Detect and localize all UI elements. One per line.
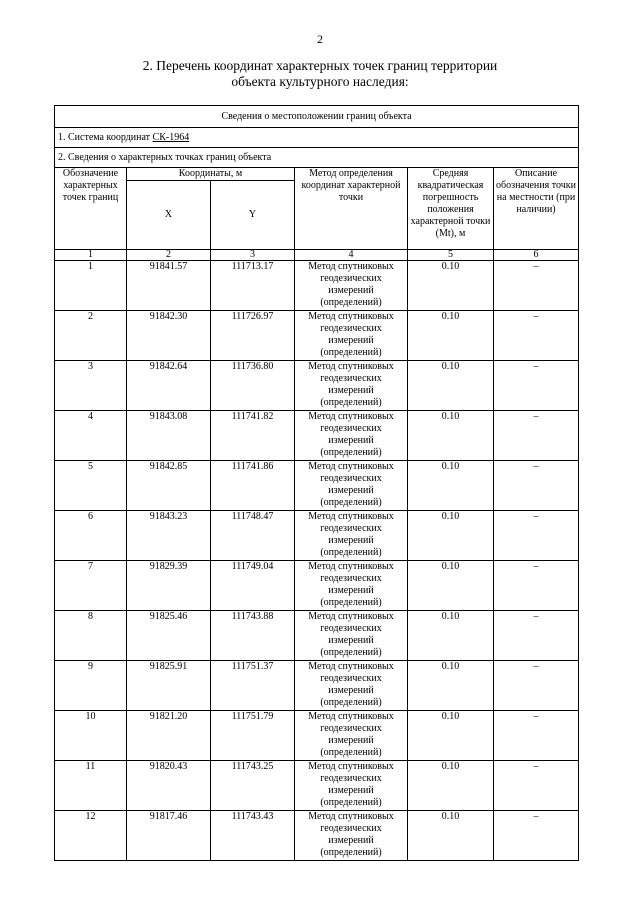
heading-line-2: объекта культурного наследия: bbox=[231, 74, 409, 89]
table-row bbox=[55, 561, 579, 611]
y-cell: 111751.79 bbox=[211, 711, 295, 761]
error-cell: 0.10 bbox=[408, 461, 494, 511]
y-cell: 111741.86 bbox=[211, 461, 295, 511]
table-title: Сведения о местоположении границ объекта bbox=[55, 106, 579, 128]
points-info: 2. Сведения о характерных точках границ объекта bbox=[55, 148, 579, 168]
description-cell: – bbox=[494, 561, 579, 611]
x-cell: 91820.43 bbox=[127, 761, 211, 811]
x-cell: 91843.08 bbox=[127, 411, 211, 461]
column-number: 5 bbox=[408, 250, 494, 261]
error-cell: 0.10 bbox=[408, 511, 494, 561]
method-cell: Метод спутниковых геодезических измерений (определений) bbox=[295, 661, 408, 711]
description-cell: – bbox=[494, 411, 579, 461]
method-cell: Метод спутниковых геодезических измерений (определений) bbox=[295, 261, 408, 311]
method-cell: Метод спутниковых геодезических измерений (определений) bbox=[295, 761, 408, 811]
table-row bbox=[55, 361, 579, 411]
table-row bbox=[55, 311, 579, 361]
coordinate-system-prefix: 1. Система координат bbox=[58, 131, 153, 143]
description-cell: – bbox=[494, 761, 579, 811]
method-cell: Метод спутниковых геодезических измерений (определений) bbox=[295, 811, 408, 861]
point-cell: 4 bbox=[55, 411, 127, 461]
table-row bbox=[55, 461, 579, 511]
y-cell: 111743.25 bbox=[211, 761, 295, 811]
table-row bbox=[55, 761, 579, 811]
x-cell: 91842.85 bbox=[127, 461, 211, 511]
point-cell: 2 bbox=[55, 311, 127, 361]
x-cell: 91829.39 bbox=[127, 561, 211, 611]
description-cell: – bbox=[494, 661, 579, 711]
y-cell: 111743.43 bbox=[211, 811, 295, 861]
method-cell: Метод спутниковых геодезических измерений (определений) bbox=[295, 611, 408, 661]
table-row bbox=[55, 611, 579, 661]
header-description: Описание обозначения точки на местности (при наличии) bbox=[494, 168, 579, 250]
heading-line-1: 2. Перечень координат характерных точек границ территории bbox=[142, 58, 498, 73]
y-cell: 111736.80 bbox=[211, 361, 295, 411]
error-cell: 0.10 bbox=[408, 311, 494, 361]
x-cell: 91817.46 bbox=[127, 811, 211, 861]
y-cell: 111743.88 bbox=[211, 611, 295, 661]
header-coordinates: Координаты, м bbox=[127, 168, 295, 181]
method-cell: Метод спутниковых геодезических измерений (определений) bbox=[295, 411, 408, 461]
description-cell: – bbox=[494, 711, 579, 761]
y-cell: 111748.47 bbox=[211, 511, 295, 561]
point-cell: 3 bbox=[55, 361, 127, 411]
table-row bbox=[55, 661, 579, 711]
method-cell: Метод спутниковых геодезических измерений (определений) bbox=[295, 711, 408, 761]
page-heading bbox=[0, 58, 640, 90]
point-cell: 9 bbox=[55, 661, 127, 711]
column-number: 1 bbox=[55, 250, 127, 261]
x-cell: 91842.30 bbox=[127, 311, 211, 361]
column-number: 3 bbox=[211, 250, 295, 261]
header-designation: Обозначение характерных точек границ bbox=[55, 168, 127, 250]
point-cell: 5 bbox=[55, 461, 127, 511]
error-cell: 0.10 bbox=[408, 761, 494, 811]
error-cell: 0.10 bbox=[408, 661, 494, 711]
y-cell: 111751.37 bbox=[211, 661, 295, 711]
header-x: X bbox=[127, 181, 211, 250]
column-number: 6 bbox=[494, 250, 579, 261]
x-cell: 91841.57 bbox=[127, 261, 211, 311]
error-cell: 0.10 bbox=[408, 811, 494, 861]
description-cell: – bbox=[494, 811, 579, 861]
point-cell: 7 bbox=[55, 561, 127, 611]
method-cell: Метод спутниковых геодезических измерений (определений) bbox=[295, 561, 408, 611]
x-cell: 91825.46 bbox=[127, 611, 211, 661]
column-number: 4 bbox=[295, 250, 408, 261]
x-cell: 91825.91 bbox=[127, 661, 211, 711]
description-cell: – bbox=[494, 511, 579, 561]
x-cell: 91821.20 bbox=[127, 711, 211, 761]
coordinate-system-value: СК-1964 bbox=[152, 131, 190, 143]
method-cell: Метод спутниковых геодезических измерений (определений) bbox=[295, 361, 408, 411]
point-cell: 11 bbox=[55, 761, 127, 811]
error-cell: 0.10 bbox=[408, 711, 494, 761]
description-cell: – bbox=[494, 261, 579, 311]
y-cell: 111749.04 bbox=[211, 561, 295, 611]
point-cell: 6 bbox=[55, 511, 127, 561]
page-number: 2 bbox=[317, 32, 323, 46]
y-cell: 111713.17 bbox=[211, 261, 295, 311]
column-number: 2 bbox=[127, 250, 211, 261]
error-cell: 0.10 bbox=[408, 261, 494, 311]
y-cell: 111726.97 bbox=[211, 311, 295, 361]
description-cell: – bbox=[494, 361, 579, 411]
table-row bbox=[55, 711, 579, 761]
header-error: Средняя квадратическая погрешность положения характерной точки (Mt), м bbox=[408, 168, 494, 250]
header-y: Y bbox=[211, 181, 295, 250]
error-cell: 0.10 bbox=[408, 561, 494, 611]
x-cell: 91842.64 bbox=[127, 361, 211, 411]
point-cell: 1 bbox=[55, 261, 127, 311]
table-row bbox=[55, 261, 579, 311]
point-cell: 12 bbox=[55, 811, 127, 861]
coordinates-table bbox=[54, 105, 579, 861]
description-cell: – bbox=[494, 611, 579, 661]
coordinate-system bbox=[55, 128, 579, 148]
x-cell: 91843.23 bbox=[127, 511, 211, 561]
method-cell: Метод спутниковых геодезических измерений (определений) bbox=[295, 511, 408, 561]
header-method: Метод определения координат характерной точки bbox=[295, 168, 408, 250]
error-cell: 0.10 bbox=[408, 611, 494, 661]
method-cell: Метод спутниковых геодезических измерений (определений) bbox=[295, 461, 408, 511]
error-cell: 0.10 bbox=[408, 361, 494, 411]
table-row bbox=[55, 511, 579, 561]
column-numbers-row bbox=[55, 250, 579, 261]
error-cell: 0.10 bbox=[408, 411, 494, 461]
method-cell: Метод спутниковых геодезических измерений (определений) bbox=[295, 311, 408, 361]
point-cell: 10 bbox=[55, 711, 127, 761]
description-cell: – bbox=[494, 311, 579, 361]
table-row bbox=[55, 811, 579, 861]
y-cell: 111741.82 bbox=[211, 411, 295, 461]
point-cell: 8 bbox=[55, 611, 127, 661]
table-row bbox=[55, 411, 579, 461]
description-cell: – bbox=[494, 461, 579, 511]
